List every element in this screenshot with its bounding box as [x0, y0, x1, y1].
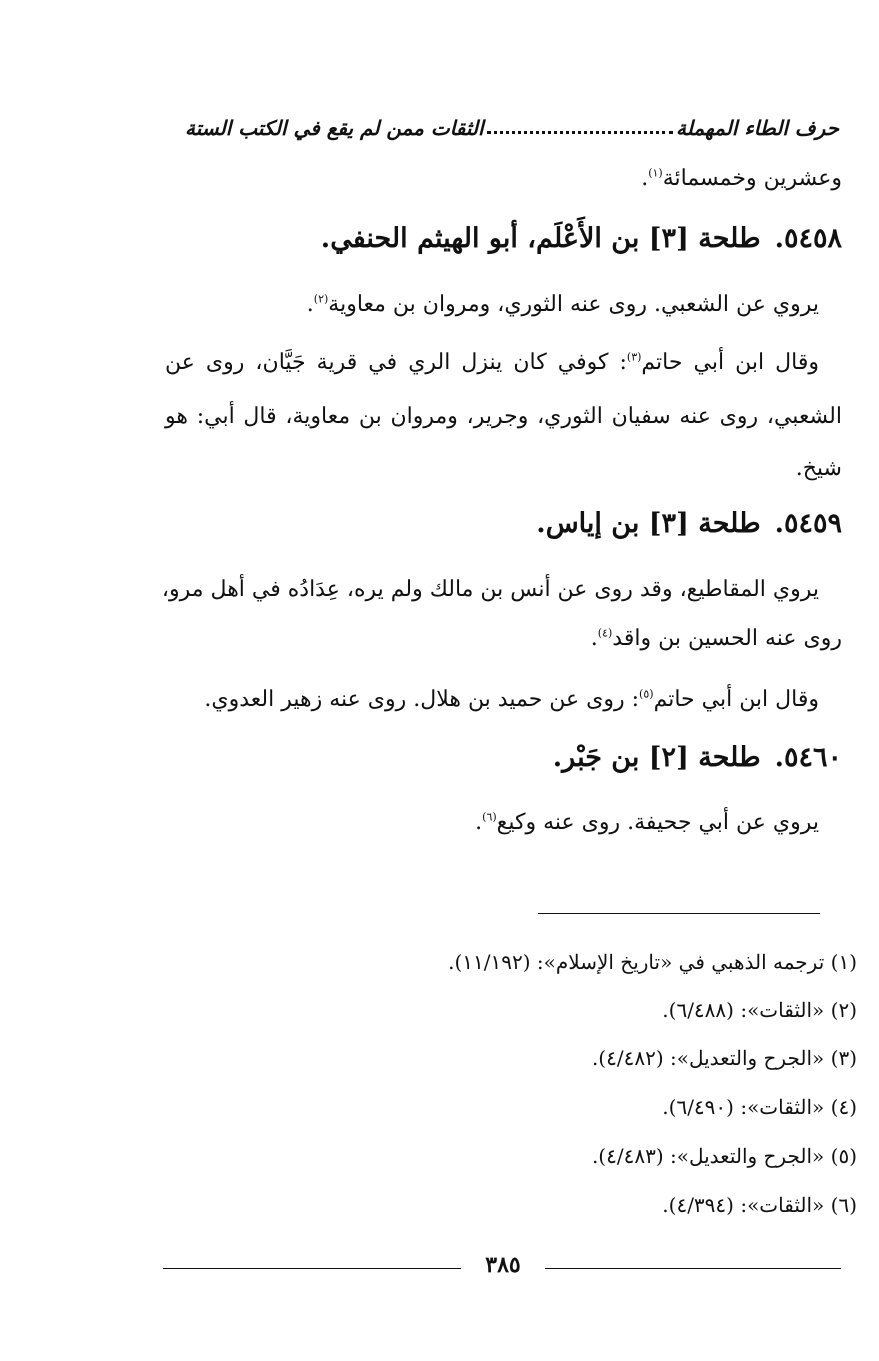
text-line: وعشرين وخمسمائة$^{(١)}$. — [641, 166, 842, 191]
footnote-ref: (٥) — [639, 687, 654, 701]
running-head — [185, 106, 839, 140]
footnote-5: (٥) «الجرح والتعديل»: (٤/٤٨٣). — [591, 1144, 857, 1168]
text-span: شيخ. — [795, 456, 842, 481]
page-number: ٣٨٥ — [461, 1252, 545, 1284]
footnote-ref: (٦) — [482, 810, 497, 824]
footnote-ref: (٤) — [597, 626, 613, 640]
entry-number: ٥٤٥٨. — [774, 223, 842, 254]
footnote-1: (١) ترجمه الذهبي في «تاريخ الإسلام»: (١١/١٩٢). — [448, 950, 857, 974]
footer-rule — [163, 1268, 461, 1269]
text-span: : روى عن حميد بن هلال. روى عنه زهير العدوي. — [204, 687, 640, 712]
footnote-ref: (١) — [648, 166, 663, 180]
text-span: يروي عن أبي جحيفة. روى عنه وكيع — [496, 810, 819, 835]
text-line: روى عنه الحسين بن واقد$^{(٤)}$. — [590, 626, 842, 651]
text-line — [165, 350, 819, 375]
text-span: يروي عن الشعبي. روى عنه الثوري، ومروان بن معاوية — [328, 292, 819, 317]
text-span: روى عنه الحسين بن واقد — [612, 626, 842, 651]
entry-title: طلحة [٢] بن جَبْر. — [552, 742, 761, 773]
text-span: وقال ابن أبي حاتم — [653, 687, 819, 712]
entry-heading-5458 — [165, 223, 842, 254]
text-span: وقال ابن أبي حاتم — [641, 350, 819, 375]
entry-heading-5459 — [165, 508, 842, 539]
running-head-book-title: الثقات ممن لم يقع في الكتب الستة — [185, 116, 484, 140]
text-line — [161, 577, 819, 602]
text-span: : كوفي كان ينزل الري في قرية جَيَّان، روى عن — [165, 350, 627, 375]
entry-number: ٥٤٦٠. — [774, 742, 842, 773]
entry-number: ٥٤٥٩. — [774, 508, 842, 539]
running-head-leader-dots — [487, 131, 673, 134]
footnote-3: (٣) «الجرح والتعديل»: (٤/٤٨٢). — [591, 1046, 857, 1070]
footnote-ref: (٢) — [313, 292, 329, 306]
text-span: يروي المقاطيع، وقد روى عن أنس بن مالك ولم يره، عِدَادُه في أهل مرو، — [161, 577, 819, 602]
text-line — [165, 456, 842, 481]
footnote-6: (٦) «الثقات»: (٤/٣٩٤). — [662, 1193, 857, 1217]
text-span: وعشرين وخمسمائة — [662, 166, 842, 191]
entry-title: طلحة [٣] بن الأَعْلَم، أبو الهيثم الحنفي. — [320, 223, 761, 254]
entry-title: طلحة [٣] بن إياس. — [536, 508, 761, 539]
entry-heading-5460 — [165, 742, 842, 773]
text-line: يروي عن الشعبي. روى عنه الثوري، ومروان بن معاوية$^{(٢)}$. — [306, 292, 819, 317]
text-line — [165, 687, 819, 712]
text-line — [165, 404, 842, 429]
footnote-2: (٢) «الثقات»: (٦/٤٨٨). — [662, 998, 857, 1022]
footnote-ref: (٣) — [626, 350, 642, 364]
footer-rule — [545, 1268, 841, 1269]
footnote-separator — [538, 913, 820, 914]
footnote-4: (٤) «الثقات»: (٦/٤٩٠). — [662, 1095, 857, 1119]
text-line: يروي عن أبي جحيفة. روى عنه وكيع$^{(٦)}$. — [475, 810, 819, 835]
running-head-chapter: حرف الطاء المهملة — [676, 116, 839, 140]
text-span: الشعبي، روى عنه سفيان الثوري، وجرير، ومروان بن معاوية، قال أبي: هو — [165, 404, 842, 429]
